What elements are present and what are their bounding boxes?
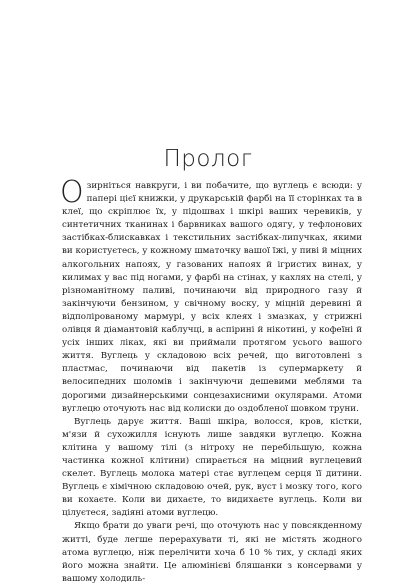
paragraph: Вуглець дарує життя. Ваші шкіра, волосся, кров, кістки, м'язи й сухожилля існують лише завдяки вуглецю. Кожна клітина у вашому тілі (з нітроху не перебільшую, кожна частинка кожної клітини) спирається на міцний вуглецевий скелет. Вуглець молока матері стає вуглецем серця її дитини. Вуглець є хімічною складовою очей, рук, вуст і мозку того, кого ви кохаєте. Коли ви дихаєте, то видихаєте вуглець. Коли ви цілуєтеся, задіяні атоми вуглецю.: [62, 416, 362, 519]
paragraph: [60, 175, 362, 416]
chapter-title: Пролог: [163, 146, 253, 172]
body-text: [60, 175, 362, 586]
paragraph-text: зирніться навкруги, і ви побачите, що вуглець є всюди: у папері цієї книжки, у друкарській фарбі на її сторінках та в клеї, що скріплює їх, у підошвах і шкірі ваших черевиків, у синтетичних тканинах і барвниках вашого одягу, у тефлонових застібках-блискавках і текстильних застібках-липучках, якими ви користуєтесь, у кожному шматочку вашої їжі, у пиві й міцних алкогольних напоях, у газованих напоях й ігристих винах, у килимах у вас під ногами, у фарбі на стінах, у кахлях на стелі, у різноманітному паливі, починаючи від природного газу й закінчуючи бензином, у свічному воску, у міцній деревині й відполірованому мармурі, у всіх клеях і змазках, у стрижні олівця й діамантовій каблучці, в аспірині й нікотині, у кофеїні й усіх інших ліках, які ви приймали протягом усього вашого життя. Вуглець у складовою всіх речей, що виготовлені з пластмас, починаючи від пакетів із супермаркету й велосипедних шоломів і закінчуючи дешевими меблями та дорогими дизайнерськими сонцезахисними окулярами. Атоми вуглецю оточують нас від колиски до оздобленої шовком труни.: [62, 181, 362, 414]
drop-cap: О: [60, 175, 84, 210]
paragraph: Якщо брати до уваги речі, що оточують нас у повсякденному житті, буде легше перерахувати ті, які не містять жодного атома вуглецю, ніж перелічити хоча б 10 % тих, у складі яких його можна знайти. Це алюмінієві бляшанки з консервами у вашому холодиль-: [62, 521, 362, 584]
